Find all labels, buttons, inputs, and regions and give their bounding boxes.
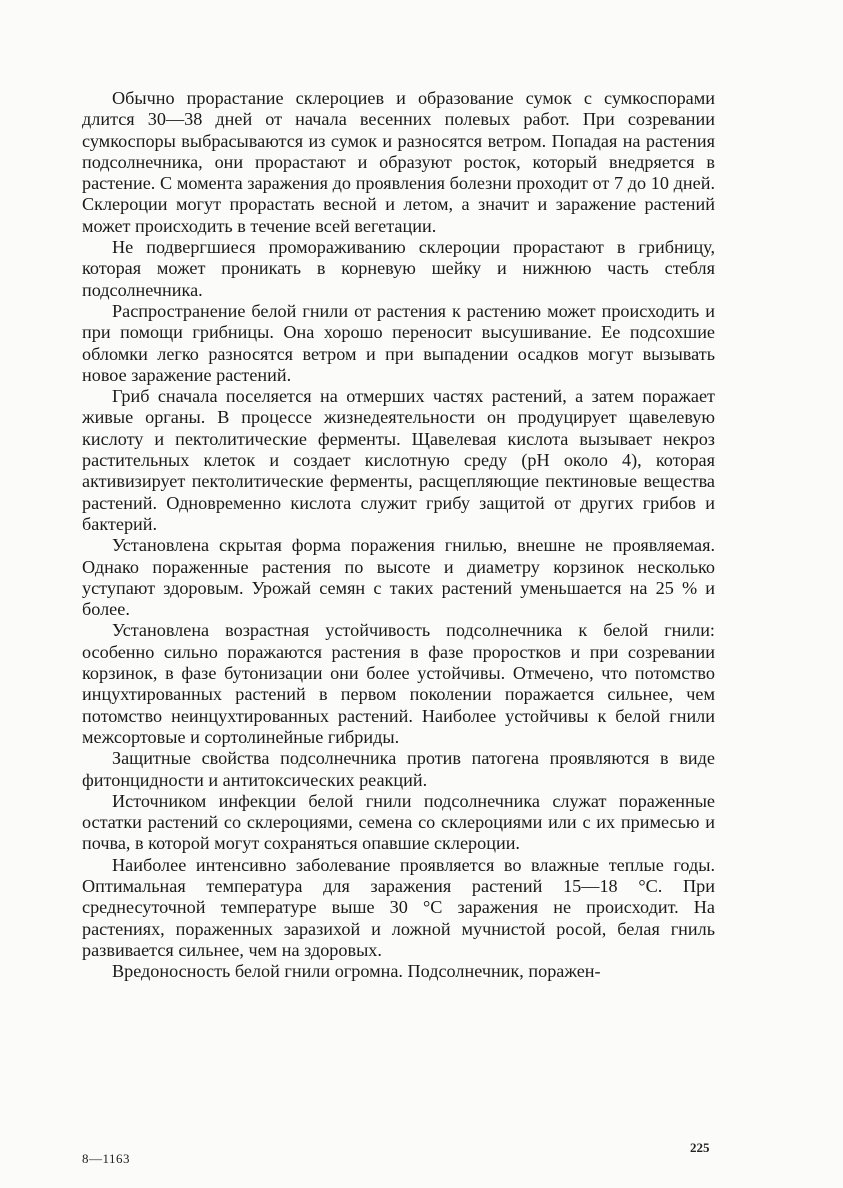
paragraph-3: Распространение белой гнили от растения к растению может происходить и при помощи грибницы. Она хорошо переносит высушивание. Ее подсохшие обломки легко разносятся ветром и при выпадении осадков могут вызывать новое заражение растений.: [82, 300, 715, 385]
paragraph-10: Вредоносность белой гнили огромна. Подсолнечник, поражен-: [112, 961, 601, 982]
paragraph-1: Обычно прорастание склероциев и образование сумок с сумкоспорами длится 30—38 дней от начала весенних полевых работ. При созревании сумкоспоры выбрасываются из сумок и разносятся ветром. Попадая на растения подсолнечника, они прорастают и образуют росток, который внедряется в растение. С момента заражения до проявления болезни проходит от 7 до 10 дней. Склероции могут прорастать весной и летом, а значит и заражение растений может происходить в течение всей вегетации.: [82, 88, 715, 236]
body-text: [82, 88, 715, 982]
paragraph-7: Защитные свойства подсолнечника против патогена проявляются в виде фитонцидности и антитоксических реакций.: [82, 748, 715, 790]
paragraph-8: Источником инфекции белой гнили подсолнечника служат пораженные остатки растений со склероциями, семена со склероциями или с их примесью и почва, в которой могут сохраняться опавшие склероции.: [82, 790, 715, 854]
paragraph-2: Не подвергшиеся промораживанию склероции прорастают в грибницу, которая может проникать в корневую шейку и нижнюю часть стебля подсолнечника.: [82, 237, 715, 300]
page-number: 225: [690, 1140, 710, 1155]
paragraph-9: Наиболее интенсивно заболевание проявляется во влажные теплые годы. Оптимальная температура для заражения растений 15—18 °С. При среднесуточной температуре выше 30 °С заражения не происходит. На растениях, пораженных заразихой и ложной мучнистой росой, белая гниль развивается сильнее, чем на здоровых.: [82, 854, 715, 960]
signature-mark: 8—1163: [82, 1151, 131, 1166]
paragraph-4: Гриб сначала поселяется на отмерших частях растений, а затем поражает живые органы. В процессе жизнедеятельности он продуцирует щавелевую кислоту и пектолитические ферменты. Щавелевая кислота вызывает некроз растительных клеток и создает кислотную среду (pH около 4), которая активизирует пектолитические ферменты, расщепляющие пектиновые вещества растений. Одновременно кислота служит грибу защитой от других грибов и бактерий.: [82, 386, 715, 534]
paragraph-5: Установлена скрытая форма поражения гнилью, внешне не проявляемая. Однако пораженные растения по высоте и диаметру корзинок несколько уступают здоровым. Урожай семян с таких растений уменьшается на 25 % и более.: [82, 535, 715, 620]
paragraph-6: Установлена возрастная устойчивость подсолнечника к белой гнили: особенно сильно поражаются растения в фазе проростков и при созревании корзинок, в фазе бутонизации они более устойчивы. Отмечено, что потомство инцухтированных растений в первом поколении поражается сильнее, чем потомство неинцухтированных растений. Наиболее устойчивы к белой гнили межсортовые и сортолинейные гибриды.: [82, 620, 715, 747]
